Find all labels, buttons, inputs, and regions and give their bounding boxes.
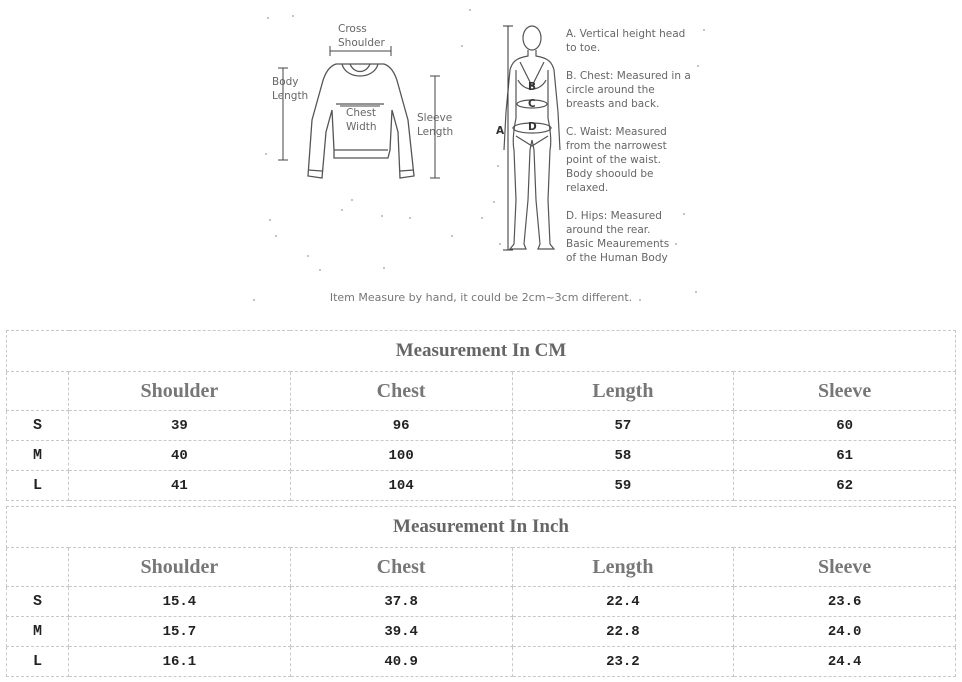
measurement-diagram bbox=[0, 0, 962, 325]
length-value: 22.4 bbox=[512, 587, 734, 617]
chest-value: 104 bbox=[290, 471, 512, 501]
shoulder-value: 15.7 bbox=[69, 617, 291, 647]
body-length-label: Body Length bbox=[272, 76, 309, 102]
marker-d: D bbox=[528, 121, 537, 133]
size-label: L bbox=[7, 471, 69, 501]
size-label: M bbox=[7, 441, 69, 471]
shoulder-value: 39 bbox=[69, 411, 291, 441]
length-value: 59 bbox=[512, 471, 734, 501]
chest-value: 40.9 bbox=[290, 647, 512, 677]
cm-table-title: Measurement In CM bbox=[7, 331, 956, 372]
inch-size-table bbox=[6, 506, 956, 677]
marker-b: B bbox=[528, 81, 537, 93]
header-shoulder: Shoulder bbox=[69, 548, 291, 587]
header-sleeve: Sleeve bbox=[734, 548, 956, 587]
note-a: A. Vertical height head to toe. bbox=[566, 28, 686, 54]
cm-size-table bbox=[6, 330, 956, 501]
note-b: B. Chest: Measured in a circle around the breasts and back. bbox=[566, 70, 691, 110]
size-header-empty bbox=[7, 372, 69, 411]
table-row bbox=[7, 587, 956, 617]
shoulder-value: 16.1 bbox=[69, 647, 291, 677]
header-chest: Chest bbox=[290, 372, 512, 411]
header-shoulder: Shoulder bbox=[69, 372, 291, 411]
shoulder-value: 15.4 bbox=[69, 587, 291, 617]
header-length: Length bbox=[512, 548, 734, 587]
measure-caption: Item Measure by hand, it could be 2cm~3cm different. bbox=[329, 291, 633, 304]
sleeve-value: 24.4 bbox=[734, 647, 956, 677]
size-label: M bbox=[7, 617, 69, 647]
sleeve-value: 62 bbox=[734, 471, 956, 501]
sleeve-length-label: Sleeve Length bbox=[417, 112, 454, 138]
chest-value: 39.4 bbox=[290, 617, 512, 647]
chest-value: 96 bbox=[290, 411, 512, 441]
shoulder-value: 41 bbox=[69, 471, 291, 501]
length-value: 23.2 bbox=[512, 647, 734, 677]
size-label: L bbox=[7, 647, 69, 677]
chest-width-label: Chest Width bbox=[346, 107, 377, 133]
sleeve-value: 60 bbox=[734, 411, 956, 441]
chest-value: 100 bbox=[290, 441, 512, 471]
note-c: C. Waist: Measured from the narrowest point of the waist. Body shoould be relaxed. bbox=[566, 126, 667, 194]
measurement-figure bbox=[0, 0, 962, 325]
table-row bbox=[7, 471, 956, 501]
table-row bbox=[7, 411, 956, 441]
size-label: S bbox=[7, 587, 69, 617]
chest-value: 37.8 bbox=[290, 587, 512, 617]
header-length: Length bbox=[512, 372, 734, 411]
table-row bbox=[7, 617, 956, 647]
sleeve-value: 23.6 bbox=[734, 587, 956, 617]
sleeve-value: 24.0 bbox=[734, 617, 956, 647]
length-value: 58 bbox=[512, 441, 734, 471]
header-sleeve: Sleeve bbox=[734, 372, 956, 411]
size-header-empty bbox=[7, 548, 69, 587]
marker-c: C bbox=[528, 98, 536, 110]
header-chest: Chest bbox=[290, 548, 512, 587]
length-value: 57 bbox=[512, 411, 734, 441]
human-figure bbox=[503, 26, 560, 250]
length-value: 22.8 bbox=[512, 617, 734, 647]
size-label: S bbox=[7, 411, 69, 441]
marker-a: A bbox=[496, 125, 505, 137]
table-row bbox=[7, 441, 956, 471]
table-row bbox=[7, 647, 956, 677]
cross-shoulder-label: Cross Shoulder bbox=[338, 23, 385, 49]
note-d: D. Hips: Measured around the rear. Basic Meaurements of the Human Body bbox=[566, 210, 670, 264]
inch-table-title: Measurement In Inch bbox=[7, 507, 956, 548]
shoulder-value: 40 bbox=[69, 441, 291, 471]
sleeve-value: 61 bbox=[734, 441, 956, 471]
